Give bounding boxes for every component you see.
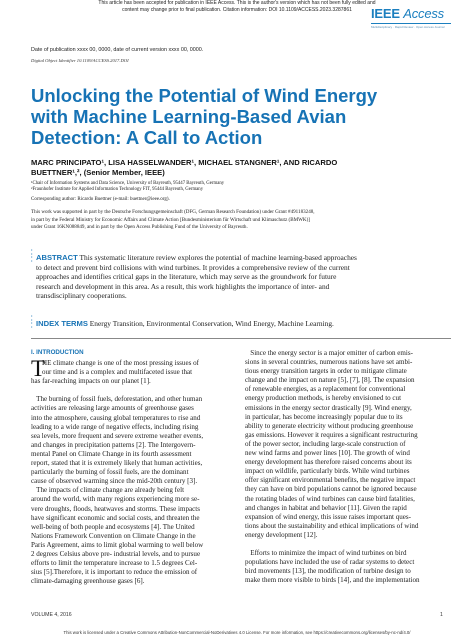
- author-list: [31, 158, 451, 178]
- abstract: [36, 253, 450, 301]
- text-line: energy development has therefore raised concerns about its: [245, 458, 412, 467]
- affiliation: ²Fraunhofer Institute for Applied Information Technology FIT, 95444 Bayreuth, Germany: [31, 187, 204, 192]
- text-line: sius [5].Therefore, it is important to reduce the emission of: [31, 568, 198, 577]
- right-column: [245, 349, 451, 585]
- logo-wordmark: [371, 6, 451, 21]
- text-line: of the power sector, including large-scale construction of: [245, 439, 406, 448]
- text-line: The impacts of climate change are already being felt: [31, 486, 185, 495]
- text-line: well-being of both people and ecosystems [4]. The United: [31, 522, 195, 531]
- funding-line: in part by the Federal Ministry for Economic Affairs and Climate Action [Bundesministerium für Wirtschaft und Klimaschutz (BMWK)]: [31, 216, 310, 223]
- logo-product: Access: [403, 6, 444, 21]
- text-line: has far-reaching impacts on our planet [1].: [31, 377, 151, 386]
- abstract-line: to detect and prevent bird collisions with wind turbines. It provides a comprehensive review of the current: [36, 262, 350, 272]
- text-line: Nations Framework Convention on Climate Change in the: [31, 531, 196, 540]
- left-column-body: [31, 377, 236, 586]
- abstract-text: This systematic literature review explores the potential of machine learning-based approaches: [79, 253, 357, 262]
- right-column-body: [245, 349, 451, 585]
- text-line: The burning of fossil fuels, deforestation, and other human: [31, 395, 203, 404]
- text-line: our time and is a complex and multifaceted issue that: [42, 368, 193, 377]
- dropcap-paragraph: [31, 356, 236, 381]
- abstract-first-line: [36, 253, 450, 263]
- page-number: 1: [440, 612, 443, 618]
- abstract-line: approaches and identifies critical gaps in the literature, which may serve as the groundwork for future: [36, 272, 337, 282]
- index-terms: [36, 319, 334, 328]
- text-line: the rotating blades of wind turbines can cause bird fatalities,: [245, 494, 415, 503]
- affiliations: [31, 181, 224, 193]
- license-notice: This work is licensed under a Creative Commons Attribution-NonCommercial-NoDerivatives 4.0 License. For more information, see https://creativecommons.org/licenses/by-nc-nd/4.0/: [63, 630, 411, 635]
- text-line: in particular, has become increasingly popular due to its: [245, 412, 403, 421]
- title-line: Unlocking the Potential of Wind Energy: [31, 85, 378, 106]
- text-line: ability to generate electricity without producing greenhouse: [245, 421, 414, 430]
- text-line: efforts to limit the temperature increase to 1.5 degrees Cel-: [31, 559, 198, 568]
- text-line: report, stated that it is extremely likely that human activities,: [31, 459, 203, 468]
- text-line: populations have included the use of radar systems to detect: [245, 558, 415, 567]
- text-line: energy development [12].: [245, 530, 318, 539]
- text-line: expansion of wind energy, this issue raises important ques-: [245, 512, 411, 521]
- corresponding-author: Corresponding author: Ricardo Buettner (e-mail: buettner@ieee.org).: [31, 197, 170, 202]
- notice-line-2: content may change prior to final publication. Citation information: DOI 10.1109/ACCESS.2023.3287861: [122, 7, 352, 13]
- section-divider: [31, 338, 451, 339]
- text-line: cause of observed warming since the mid-20th century [3].: [31, 477, 198, 486]
- notice-line-1: This article has been accepted for publication in IEEE Access. This is the author's version which has not been fully edited and: [98, 0, 376, 6]
- text-line: new wind farms and power lines [10]. The growth of wind: [245, 449, 410, 458]
- text-line: of renewable energies, as a replacement for conventional: [245, 385, 406, 394]
- funding-line: This work was supported in part by the Deutsche Forschungsgemeinschaft (DFG, German Research Foundation) under Grant #491183248,: [31, 209, 315, 215]
- text-line: mental Panel on Climate Change in its fourth assessment: [31, 449, 192, 458]
- dropcap-letter: T: [31, 356, 46, 381]
- left-column: [31, 356, 236, 586]
- doi-line: Digital Object Identifier 10.1109/ACCESS.2017.DOI: [31, 58, 129, 63]
- index-terms-marker-dots: • • • •: [31, 313, 33, 329]
- text-line: change and the impact on nature [5], [7], [8]. The expansion: [245, 376, 415, 385]
- text-line: emissions in the energy sector drastically [9]. Wind energy,: [245, 403, 412, 412]
- text-line: and changes in habitat and behavior [11]. Given the rapid: [245, 503, 407, 512]
- text-line: have significant economic and social costs, and threaten the: [31, 513, 200, 522]
- text-line: tious energy transition targets in order to mitigate climate: [245, 367, 407, 376]
- logo-divider: [371, 23, 451, 24]
- text-line: and changes in precipitation patterns [2]. The Intergovern-: [31, 440, 196, 449]
- abstract-label: ABSTRACT: [36, 253, 78, 262]
- text-line: vere droughts, floods, heatwaves and storms. These impacts: [31, 504, 200, 513]
- text-line: gas emissions. However it requires a significant restructuring: [245, 430, 418, 439]
- text-line: [31, 386, 236, 395]
- text-line: activities are releasing large amounts of greenhouse gases: [31, 404, 194, 413]
- volume-label: VOLUME 4, 2016: [31, 612, 72, 618]
- text-line: climate-damaging greenhouse gases [6].: [31, 577, 145, 586]
- author-line: MARC PRINCIPATO¹, LISA HASSELWANDER¹, MICHAEL STANGNER¹, AND RICARDO: [31, 158, 338, 167]
- text-line: Efforts to minimize the impact of wind turbines on bird: [245, 549, 407, 558]
- text-line: Since the energy sector is a major emitter of carbon emis-: [245, 349, 413, 357]
- text-line: particularly the burning of fossil fuels, are the dominant: [31, 468, 189, 477]
- index-terms-text: Energy Transition, Environmental Conservation, Wind Energy, Machine Learning.: [89, 319, 334, 328]
- index-terms-label: INDEX TERMS: [36, 319, 88, 328]
- text-line: Paris Agreement, aims to limit global warming to well below: [31, 540, 204, 549]
- title-line: Detection: A Call to Action: [31, 127, 263, 148]
- abstract-line: transdisciplinary cooperations.: [36, 291, 127, 301]
- text-line: they can have on bird populations cannot be ignored because: [245, 485, 417, 494]
- publication-dates: Date of publication xxxx 00, 0000, date of current version xxxx 00, 0000.: [31, 47, 204, 53]
- text-line: 2 degrees Celsius above pre- industrial levels, and to pursue: [31, 549, 201, 558]
- text-line: offer significant environmental benefits, the negative impact: [245, 476, 416, 485]
- text-line: into the atmosphere, causing global temperatures to rise and: [31, 413, 201, 422]
- text-line: [245, 540, 451, 549]
- text-line: leading to a wide range of negative effects, including rising: [31, 422, 199, 431]
- logo-tagline: Multidisciplinary · Rapid Review · Open Access Journal: [371, 25, 445, 29]
- title-line: with Machine Learning-Based Avian: [31, 106, 347, 127]
- funding-line: under Grant 16KN088849, and in part by the Open Access Publishing Fund of the University of Bayreuth.: [31, 224, 248, 230]
- text-line: make them more visible to birds [14], and the implementation: [245, 576, 420, 585]
- journal-logo: [371, 6, 451, 29]
- section-heading: I. INTRODUCTION: [31, 349, 84, 356]
- text-line: energy production methods, is hereby envisioned to cut: [245, 394, 402, 403]
- author-line: BUETTNER¹,², (Senior Member, IEEE): [31, 168, 165, 177]
- abstract-marker-dots: • • • •: [31, 247, 33, 263]
- text-line: around the world, with many regions experiencing more se-: [31, 495, 200, 504]
- text-line: bird movements [13], the modification of turbine design to: [245, 567, 411, 576]
- logo-brand: IEEE: [371, 6, 400, 21]
- text-line: impact on wildlife, particularly birds. While wind turbines: [245, 467, 410, 476]
- text-line: sea levels, more frequent and severe extreme weather events,: [31, 431, 204, 440]
- affiliation: ¹Chair of Information Systems and Data Science, University of Bayreuth, 95447 Bayreuth, Germany: [31, 181, 225, 186]
- text-line: HE climate change is one of the most pressing issues of: [42, 359, 199, 367]
- text-line: sions in several countries, numerous nations have set ambi-: [245, 358, 413, 367]
- funding-statement: [31, 209, 315, 232]
- abstract-line: research and development in this area. As a result, this work highlights the importance of inter- and: [36, 281, 330, 291]
- paper-title: [31, 85, 451, 148]
- text-line: tions about the sustainability and ethical implications of wind: [245, 521, 419, 530]
